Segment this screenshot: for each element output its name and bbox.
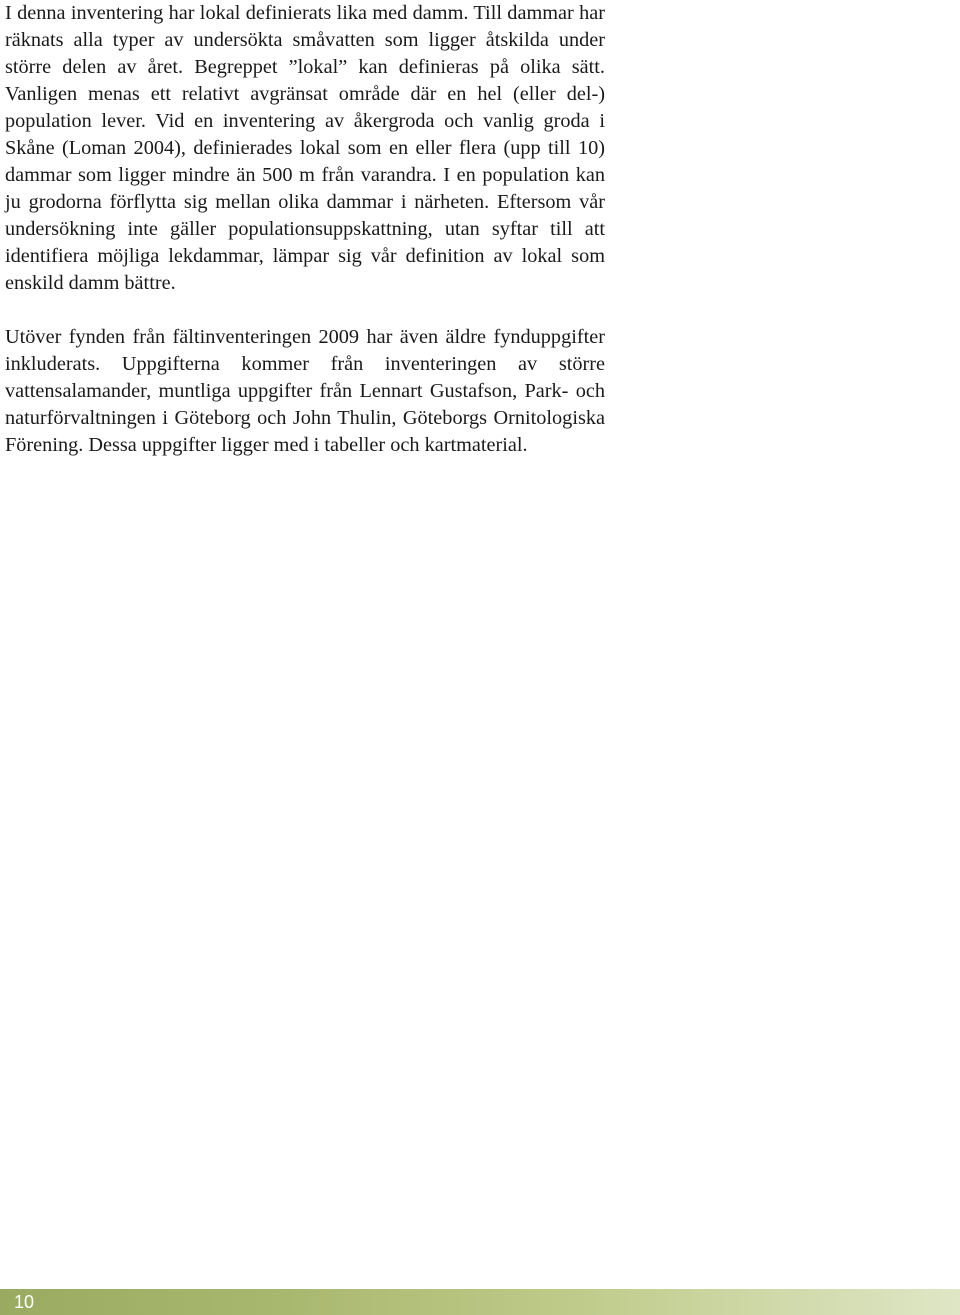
paragraph-definition-lokal: I denna inventering har lokal definierats lika med damm. Till dammar har räknats alla typer av undersökta småvatten som ligger åtskilda under större delen av året. Begreppet ”lokal” kan definieras på olika sätt. Vanligen menas ett relativt avgränsat område där en hel (eller del-) population lever. Vid en inventering av åkergroda och vanlig groda i Skåne (Loman 2004), definierades lokal som en eller flera (upp till 10) dammar som ligger mindre än 500 m från varandra. I en population kan ju grodorna förflytta sig mellan olika dammar i närheten. Eftersom vår undersökning inte gäller populationsuppskattning, utan syftar till att identifiera möjliga lekdammar, lämpar sig vår definition av lokal som enskild damm bättre. <box>5 2 605 294</box>
body-text-column <box>5 0 605 459</box>
paragraph-spacer <box>5 297 605 324</box>
paragraph-older-records: Utöver fynden från fältinventeringen 2009 har även äldre fynduppgifter inkluderats. Uppgifterna kommer från inventeringen av större vattensalamander, muntliga uppgifter från Lennart Gustafson, Park- och naturförvaltningen i Göteborg och John Thulin, Göteborgs Ornitologiska Förening. Dessa uppgifter ligger med i tabeller och kartmaterial. <box>5 326 605 456</box>
footer-bar <box>0 1289 960 1315</box>
page-number: 10 <box>14 1292 35 1312</box>
